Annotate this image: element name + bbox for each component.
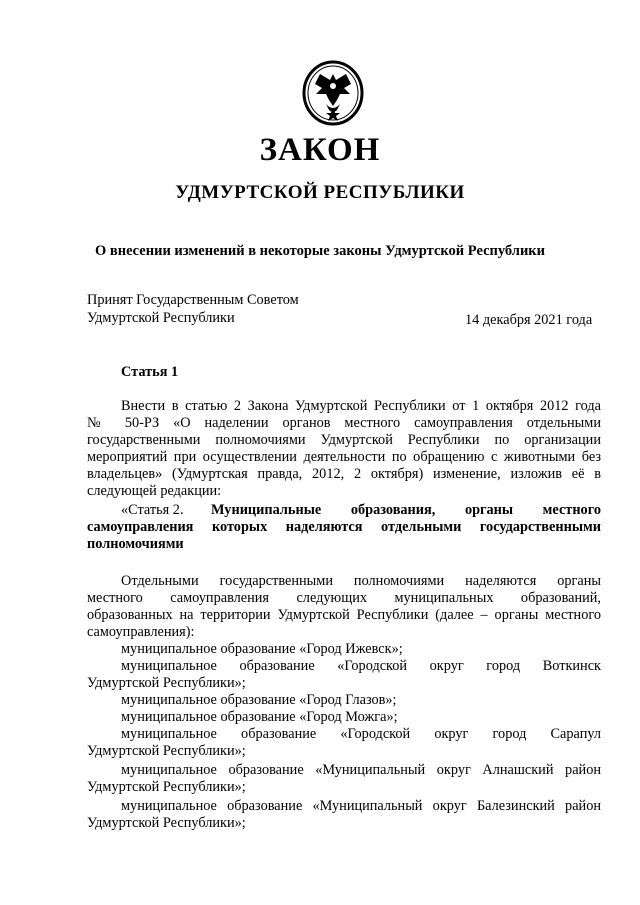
paragraph-line: Отдельными государственными полномочиями наделяются органы bbox=[121, 573, 601, 589]
adoption-line-1: Принят Государственным Советом bbox=[87, 292, 299, 308]
paragraph-line: образованных на территории Удмуртской Республики (далее – органы местного bbox=[87, 607, 601, 623]
intro-line: Внести в статью 2 Закона Удмуртской Республики от 1 октября 2012 года bbox=[121, 398, 601, 414]
list-item: муниципальное образование «Город Можга»; bbox=[121, 709, 398, 725]
adoption-line-2: Удмуртской Республики bbox=[87, 310, 235, 326]
list-item: муниципальное образование «Муниципальный округ Балезинский район bbox=[121, 798, 601, 814]
list-item-continuation: Удмуртской Республики»; bbox=[87, 675, 246, 691]
list-item: муниципальное образование «Город Ижевск»; bbox=[121, 641, 403, 657]
list-item-continuation: Удмуртской Республики»; bbox=[87, 815, 246, 831]
intro-line: владельцев» (Удмуртская правда, 2012, 2 октября) изменение, изложив её в bbox=[87, 466, 601, 482]
quoted-heading-line: Муниципальные образования, органы местного bbox=[211, 502, 601, 518]
list-item: муниципальное образование «Муниципальный округ Алнашский район bbox=[121, 762, 601, 778]
law-subtitle: УДМУРТСКОЙ РЕСПУБЛИКИ bbox=[175, 182, 465, 203]
intro-line: следующей редакции: bbox=[87, 483, 222, 499]
law-title: ЗАКОН bbox=[259, 132, 381, 168]
intro-line: мероприятий при осуществлении деятельности по обращению с животными без bbox=[87, 449, 601, 465]
paragraph-line: самоуправления): bbox=[87, 624, 195, 640]
intro-line: государственными полномочиями Удмуртской Республики по организации bbox=[87, 432, 601, 448]
list-item: муниципальное образование «Город Глазов»; bbox=[121, 692, 397, 708]
list-item-continuation: Удмуртской Республики»; bbox=[87, 779, 246, 795]
adoption-date: 14 декабря 2021 года bbox=[465, 312, 593, 328]
udmurtia-emblem-icon bbox=[302, 60, 364, 126]
list-item: муниципальное образование «Городской округ город Сарапул bbox=[121, 726, 601, 742]
quoted-heading-line: полномочиями bbox=[87, 536, 184, 552]
paragraph-line: местного самоуправления следующих муниципальных образований, bbox=[87, 590, 601, 606]
law-name: О внесении изменений в некоторые законы Удмуртской Республики bbox=[94, 243, 546, 259]
intro-line: № 50-РЗ «О наделении органов местного самоуправления отдельными bbox=[87, 415, 601, 431]
list-item-continuation: Удмуртской Республики»; bbox=[87, 743, 246, 759]
list-item: муниципальное образование «Городской округ город Воткинск bbox=[121, 658, 601, 674]
quoted-heading-line: самоуправления которых наделяются отдельными государственными bbox=[87, 519, 601, 535]
quoted-article-prefix: «Статья 2. bbox=[121, 502, 184, 518]
article-heading: Статья 1 bbox=[121, 364, 179, 380]
